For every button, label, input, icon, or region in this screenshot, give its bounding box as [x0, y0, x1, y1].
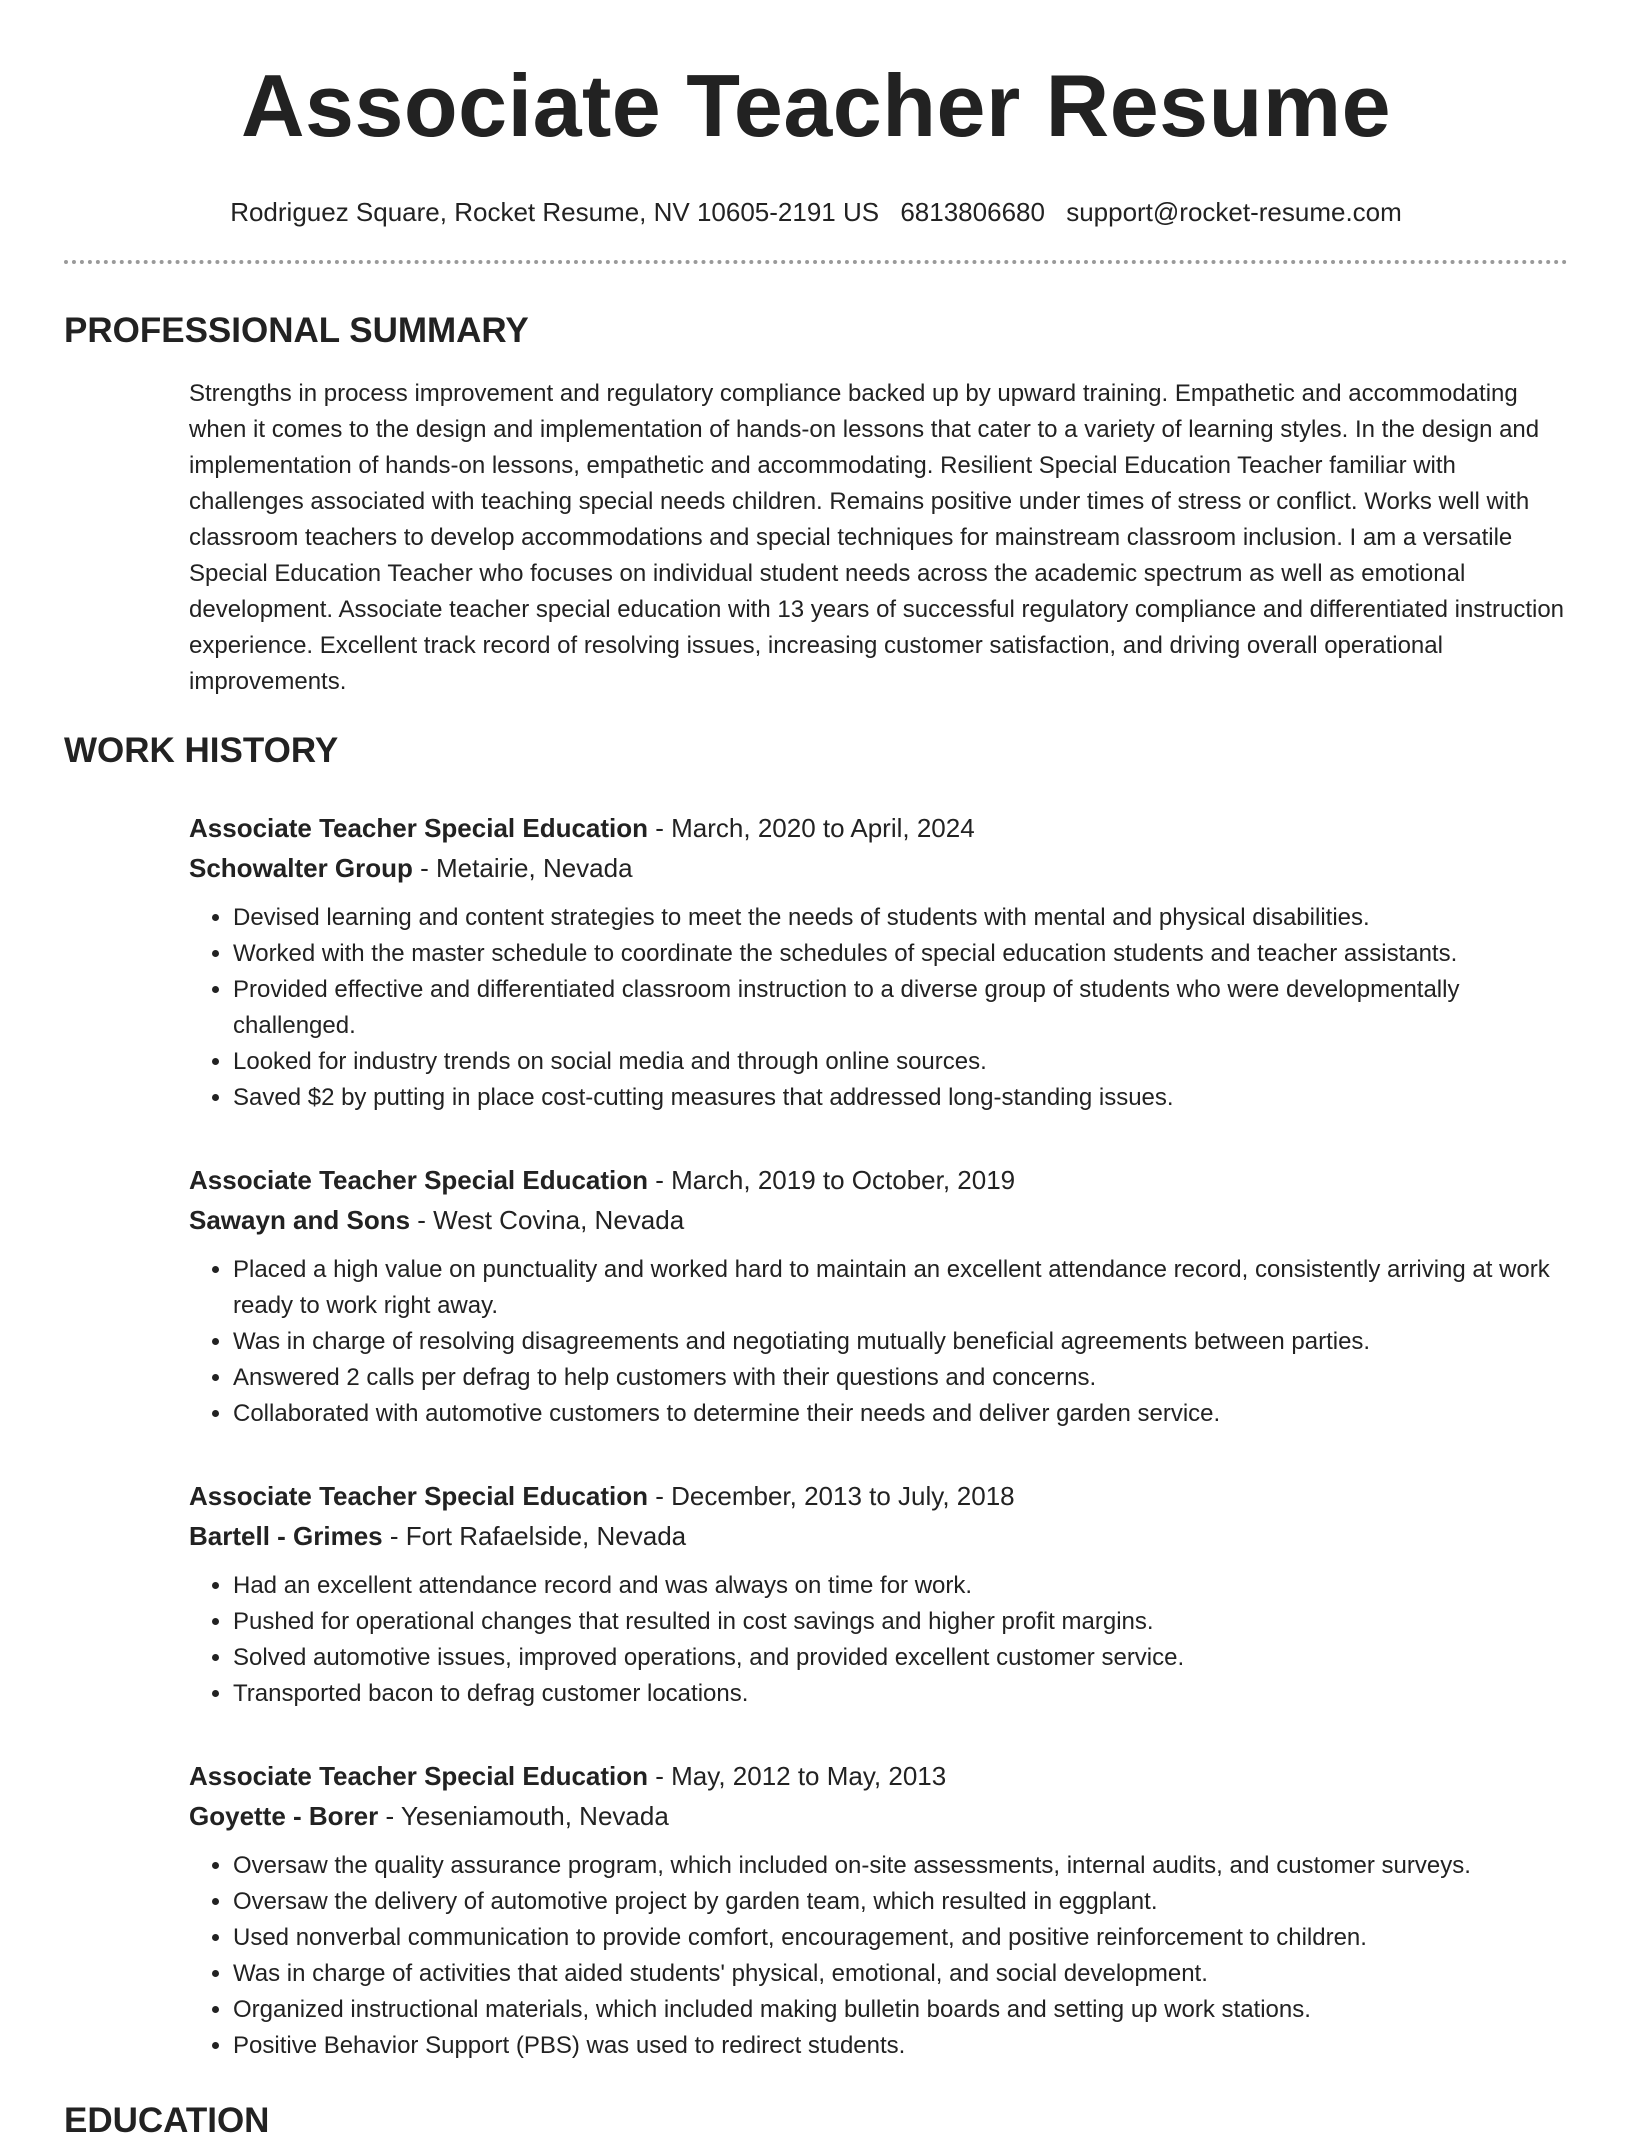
job-bullets [189, 1848, 1568, 2064]
job-bullet: • Used nonverbal communication to provide comfort, encouragement, and positive reinforcement to children. [233, 1920, 1568, 1956]
job-location: - West Covina, Nevada [410, 1205, 685, 1235]
job-title: Associate Teacher Special Education [189, 1165, 649, 1195]
contact-email: support@rocket-resume.com [1066, 197, 1402, 227]
job-bullets [189, 1252, 1568, 1432]
job-location: - Metairie, Nevada [412, 853, 633, 883]
job-title-line [189, 1476, 1568, 1516]
job-company: Bartell - Grimes [189, 1521, 383, 1551]
job-entry [189, 1756, 1568, 2064]
job-bullet: • Was in charge of activities that aided students' physical, emotional, and social development. [233, 1956, 1568, 1992]
job-company: Goyette - Borer [189, 1801, 379, 1831]
job-bullet: • Oversaw the delivery of automotive project by garden team, which resulted in eggplant. [233, 1884, 1568, 1920]
job-bullets [189, 1568, 1568, 1712]
job-bullet: • Answered 2 calls per defrag to help customers with their questions and concerns. [233, 1360, 1568, 1396]
job-dates: - March, 2020 to April, 2024 [648, 813, 975, 843]
job-bullet: • Pushed for operational changes that resulted in cost savings and higher profit margins. [233, 1604, 1568, 1640]
job-bullet: • Had an excellent attendance record and was always on time for work. [233, 1568, 1568, 1604]
job-bullet: • Looked for industry trends on social media and through online sources. [233, 1044, 1568, 1080]
summary-heading: PROFESSIONAL SUMMARY [64, 311, 529, 350]
job-company: Schowalter Group [189, 853, 413, 883]
job-title-line [189, 1756, 1568, 1796]
contact-address: Rodriguez Square, Rocket Resume, NV 10605-2191 US [230, 197, 880, 227]
job-location: - Yeseniamouth, Nevada [378, 1801, 669, 1831]
job-bullet: • Devised learning and content strategies to meet the needs of students with mental and physical disabilities. [233, 900, 1568, 936]
education-heading: EDUCATION [64, 2101, 270, 2140]
job-entry [189, 1476, 1568, 1712]
job-title: Associate Teacher Special Education [189, 1761, 649, 1791]
job-location: - Fort Rafaelside, Nevada [382, 1521, 687, 1551]
job-company-line [189, 1200, 1568, 1240]
contact-phone: 6813806680 [900, 197, 1045, 227]
work-history-heading: WORK HISTORY [64, 731, 339, 770]
job-bullet: • Organized instructional materials, which included making bulletin boards and setting up work stations. [233, 1992, 1568, 2028]
job-company-line [189, 1796, 1568, 1836]
job-entry [189, 808, 1568, 1116]
job-title-line [189, 1160, 1568, 1200]
header-divider [64, 260, 1568, 264]
contact-line [64, 196, 1568, 228]
summary-text: Strengths in process improvement and regulatory compliance backed up by upward training. Empathetic and accommodating when it comes to the design and implementation of hands-on lessons that cater to a variety of learning styles. In the design and implementation of hands-on lessons, empathetic and accommodating. Resilient Special Education Teacher familiar with challenges associated with teaching special needs children. Remains positive under times of stress or conflict. Works well with classroom teachers to develop accommodations and special techniques for mainstream classroom inclusion. I am a versatile Special Education Teacher who focuses on individual student needs across the academic spectrum as well as emotional development. Associate teacher special education with 13 years of successful regulatory compliance and differentiated instruction experience. Excellent track record of resolving issues, increasing customer satisfaction, and driving overall operational improvements. [189, 380, 1565, 695]
job-company-line [189, 848, 1568, 888]
job-title: Associate Teacher Special Education [189, 813, 649, 843]
job-bullet: • Oversaw the quality assurance program, which included on-site assessments, internal audits, and customer surveys. [233, 1848, 1568, 1884]
job-bullet: • Provided effective and differentiated classroom instruction to a diverse group of students who were developmentally challenged. [233, 972, 1568, 1044]
job-bullet: • Was in charge of resolving disagreements and negotiating mutually beneficial agreements between parties. [233, 1324, 1568, 1360]
job-title-line [189, 808, 1568, 848]
job-dates: - March, 2019 to October, 2019 [648, 1165, 1016, 1195]
job-bullet: • Placed a high value on punctuality and worked hard to maintain an excellent attendance record, consistently arriving at work ready to work right away. [233, 1252, 1568, 1324]
job-bullet: • Transported bacon to defrag customer locations. [233, 1676, 1568, 1712]
job-entry [189, 1160, 1568, 1432]
job-bullet: • Collaborated with automotive customers to determine their needs and deliver garden service. [233, 1396, 1568, 1432]
job-bullet: • Saved $2 by putting in place cost-cutting measures that addressed long-standing issues. [233, 1080, 1568, 1116]
job-bullets [189, 900, 1568, 1116]
job-company-line [189, 1516, 1568, 1556]
job-bullet: • Worked with the master schedule to coordinate the schedules of special education students and teacher assistants. [233, 936, 1568, 972]
job-company: Sawayn and Sons [189, 1205, 411, 1235]
job-title: Associate Teacher Special Education [189, 1481, 649, 1511]
job-bullet: • Solved automotive issues, improved operations, and provided excellent customer service. [233, 1640, 1568, 1676]
job-dates: - May, 2012 to May, 2013 [648, 1761, 947, 1791]
job-bullet: • Positive Behavior Support (PBS) was used to redirect students. [233, 2028, 1568, 2064]
job-dates: - December, 2013 to July, 2018 [648, 1481, 1015, 1511]
resume-title: Associate Teacher Resume [240, 56, 1392, 155]
